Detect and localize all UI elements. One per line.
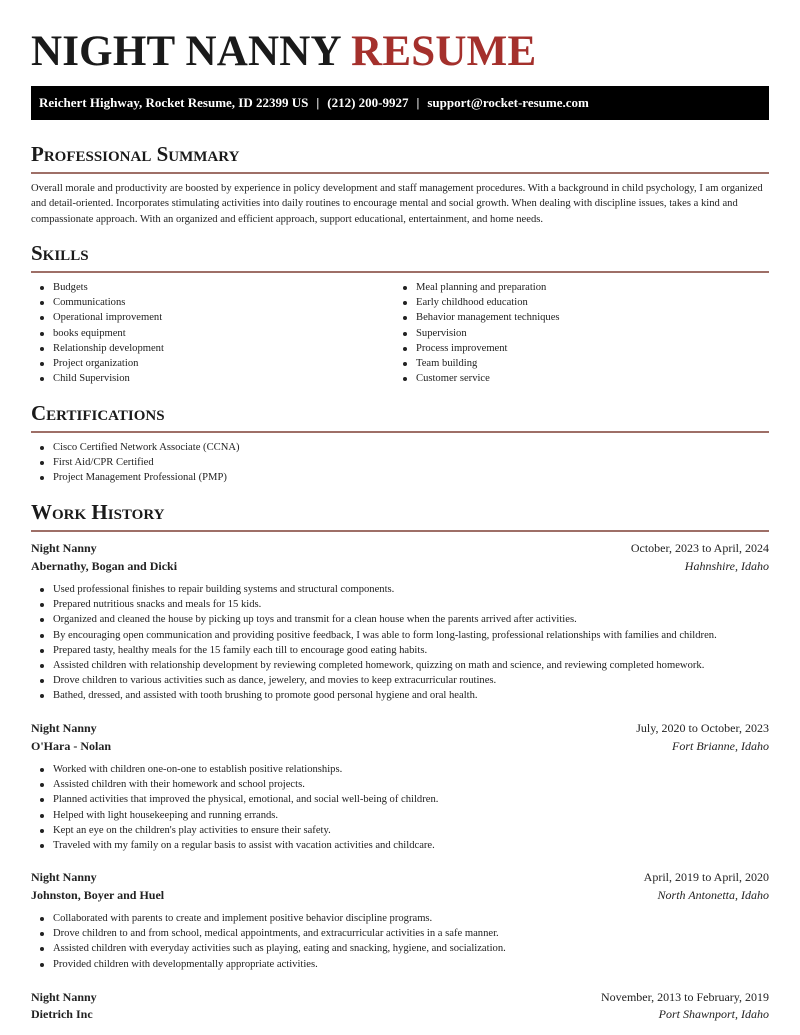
job-location: Fort Brianne, Idaho (672, 739, 769, 753)
summary-text: Overall morale and productivity are boosted by experience in policy development and staff management procedures. With a background in child psychology, I am organized and detail-oriented. Incorporates stimulating activities into daily routines to encourage mental and social growth. When dealing with discipline issues, takes a kind and compassionate approach. With an organized and efficient approach, support educational, entertainment, and home needs. (31, 183, 763, 225)
skills-list-right (394, 280, 560, 386)
job-company: Johnston, Boyer and Huel (31, 888, 165, 902)
summary-heading: Professional Summary (31, 142, 240, 166)
job-dates: July, 2020 to October, 2023 (636, 721, 769, 735)
job-dates: October, 2023 to April, 2024 (630, 541, 769, 555)
skill-item: Early childhood education (394, 295, 560, 310)
job-bullet: Bathed, dressed, and assisted with tooth brushing to promote good personal hygiene and oral health. (31, 688, 717, 703)
job-location: Hahnshire, Idaho (684, 559, 769, 573)
job-bullets (31, 911, 506, 972)
title-accent: RESUME (351, 28, 537, 75)
section-divider (31, 271, 769, 273)
section-divider (31, 530, 769, 532)
job-bullet: Drove children to and from school, medical appointments, and extracurricular activities in a safe manner. (31, 926, 506, 941)
job-bullet: Kept an eye on the children's play activities to ensure their safety. (31, 823, 438, 838)
job-bullet: Used professional finishes to repair building systems and structural components. (31, 582, 717, 597)
job-bullet: Traveled with my family on a regular basis to assist with vacation activities and childcare. (31, 838, 438, 853)
skills-heading: Skills (31, 241, 89, 265)
certification-item: Project Management Professional (PMP) (31, 470, 240, 485)
skill-item: books equipment (31, 326, 164, 341)
skill-item: Supervision (394, 326, 560, 341)
job-bullet: Collaborated with parents to create and implement positive behavior discipline programs. (31, 911, 506, 926)
job-title: Night Nanny (31, 990, 97, 1004)
job-bullet: Assisted children with everyday activities such as playing, eating and snacking, hygiene, and socialization. (31, 941, 506, 956)
skill-item: Meal planning and preparation (394, 280, 560, 295)
job-bullet: Assisted children with their homework and school projects. (31, 777, 438, 792)
resume-title (31, 26, 536, 78)
contact-phone: (212) 200-9927 (327, 95, 409, 110)
job-title: Night Nanny (31, 870, 97, 884)
job-bullet: Prepared tasty, healthy meals for the 15 family each till to encourage good eating habits. (31, 643, 717, 658)
skills-list-left (31, 280, 164, 386)
skill-item: Budgets (31, 280, 164, 295)
job-company: Abernathy, Bogan and Dicki (31, 559, 178, 573)
job-bullet: Planned activities that improved the physical, emotional, and social well-being of children. (31, 792, 438, 807)
contact-separator: | (316, 95, 320, 110)
job-company: O'Hara - Nolan (31, 739, 111, 753)
job-title: Night Nanny (31, 541, 97, 555)
contact-bar (31, 86, 769, 120)
skill-item: Communications (31, 295, 164, 310)
job-dates: April, 2019 to April, 2020 (643, 870, 769, 884)
job-bullet: Helped with light housekeeping and running errands. (31, 808, 438, 823)
job-bullet: Assisted children with relationship development by reviewing completed homework, quizzing on math and science, and reviewing completed homework. (31, 658, 717, 673)
contact-address: Reichert Highway, Rocket Resume, ID 22399 US (39, 95, 309, 110)
certification-item: First Aid/CPR Certified (31, 455, 240, 470)
skill-item: Relationship development (31, 341, 164, 356)
skill-item: Child Supervision (31, 371, 164, 386)
job-bullets (31, 762, 438, 853)
certifications-heading: Certifications (31, 401, 165, 425)
certifications-list (31, 440, 240, 486)
contact-separator: | (416, 95, 420, 110)
section-divider (31, 172, 769, 174)
work-history-heading: Work History (31, 500, 165, 524)
skill-item: Customer service (394, 371, 560, 386)
job-bullet: Worked with children one-on-one to establish positive relationships. (31, 762, 438, 777)
skill-item: Project organization (31, 356, 164, 371)
skill-item: Behavior management techniques (394, 310, 560, 325)
skill-item: Process improvement (394, 341, 560, 356)
job-bullet: Prepared nutritious snacks and meals for 15 kids. (31, 597, 717, 612)
job-bullets (31, 582, 717, 704)
job-location: North Antonetta, Idaho (657, 888, 769, 902)
job-location: Port Shawnport, Idaho (658, 1007, 769, 1021)
contact-email[interactable]: support@rocket-resume.com (427, 95, 589, 110)
skill-item: Operational improvement (31, 310, 164, 325)
job-bullet: Organized and cleaned the house by picking up toys and transmit for a clean house when the parents arrived after activities. (31, 612, 717, 627)
job-bullet: Drove children to various activities such as dance, jewelery, and movies to keep extracurricular routines. (31, 673, 717, 688)
skill-item: Team building (394, 356, 560, 371)
job-dates: November, 2013 to February, 2019 (600, 990, 769, 1004)
job-company: Dietrich Inc (31, 1007, 93, 1021)
section-divider (31, 431, 769, 433)
job-bullet: By encouraging open communication and providing positive feedback, I was able to form long-lasting, professional relationships with families and children. (31, 628, 717, 643)
certification-item: Cisco Certified Network Associate (CCNA) (31, 440, 240, 455)
title-main: NIGHT NANNY (31, 28, 341, 75)
job-bullet: Provided children with developmentally appropriate activities. (31, 957, 506, 972)
job-title: Night Nanny (31, 721, 97, 735)
